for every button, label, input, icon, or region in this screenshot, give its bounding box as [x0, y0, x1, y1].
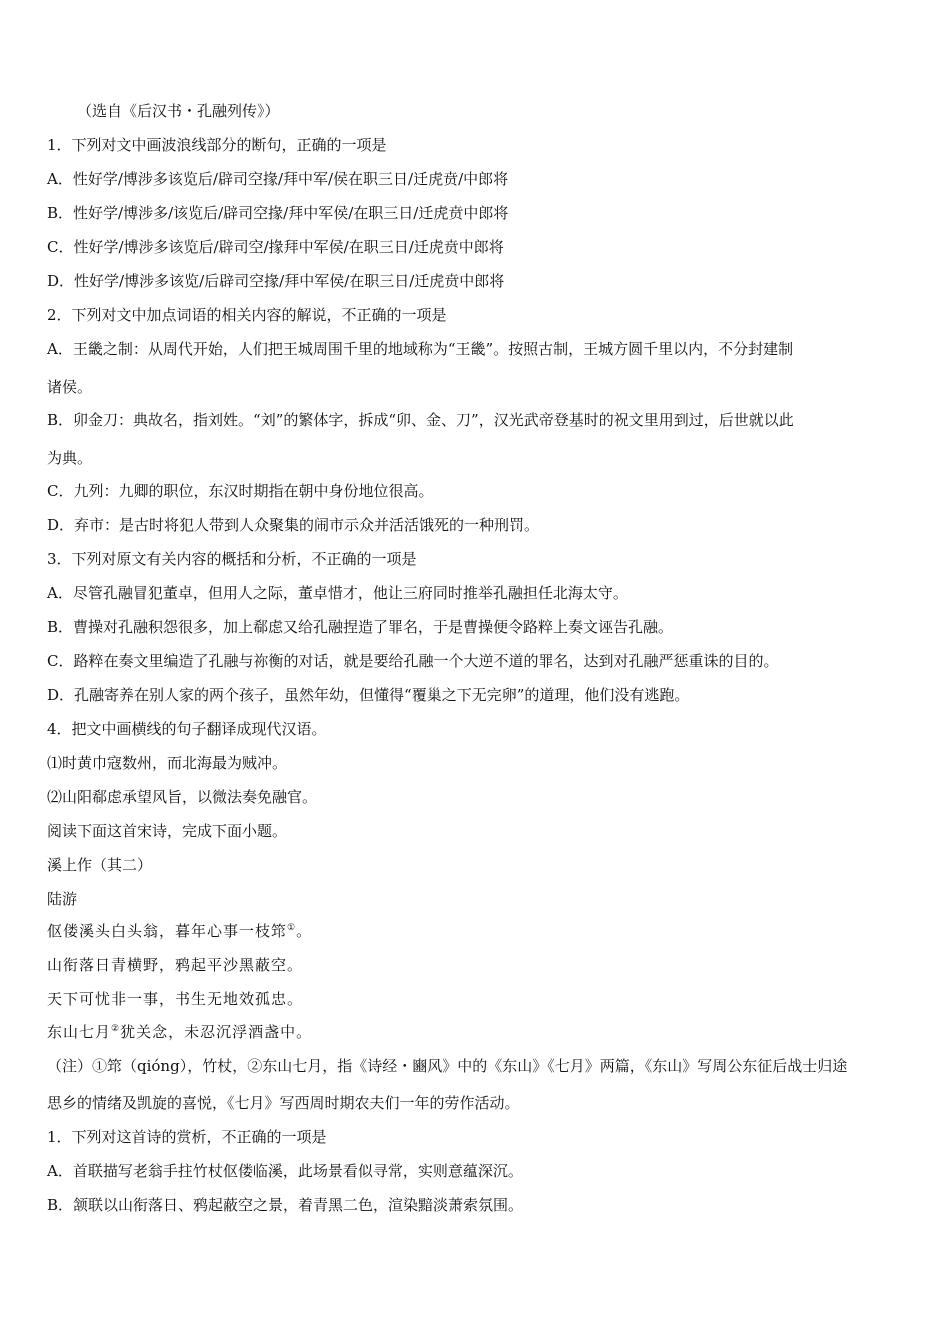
pq1-option-b: B．颔联以山衔落日、鸦起蔽空之景，着青黑二色，渲染黯淡萧索氛围。 [47, 1196, 524, 1214]
q4-sentence-2: ⑵山阳郗虑承望风旨，以微法奏免融官。 [47, 788, 318, 806]
poem-line-4-end: 犹关念，未忍沉浮酒盏中。 [120, 1023, 313, 1041]
q2-option-b: B．卯金刀：典故名，指刘姓。“刘”的繁体字，拆成“卯、金、刀”，汉光武帝登基时的祝文里用到过，后世就以此 [47, 411, 794, 429]
poem-intro: 阅读下面这首宋诗，完成下面小题。 [47, 822, 288, 840]
q1-stem: 1．下列对文中画波浪线部分的断句，正确的一项是 [47, 136, 387, 154]
q2-stem: 2．下列对文中加点词语的相关内容的解说，不正确的一项是 [47, 306, 447, 324]
poem-line-4 [47, 1022, 312, 1042]
q1-option-a: A．性好学/博涉多该览后/辟司空掾/拜中军/侯在职三日/迁虎贲/中郎将 [47, 170, 509, 188]
poem-line-1 [47, 921, 312, 941]
poem-line-3: 天下可忧非一事，书生无地效孤忠。 [47, 990, 304, 1008]
q4-sentence-1: ⑴时黄巾寇数州，而北海最为贼冲。 [47, 754, 288, 772]
poem-note-cont: 思乡的情绪及凯旋的喜悦，《七月》写西周时期农夫们一年的劳作活动。 [47, 1094, 520, 1112]
poem-author: 陆游 [47, 890, 78, 908]
poem-title: 溪上作（其二） [47, 856, 153, 874]
pq1-stem: 1．下列对这首诗的赏析，不正确的一项是 [47, 1128, 327, 1146]
q3-option-d: D．孔融寄养在别人家的两个孩子，虽然年幼，但懂得“覆巢之下无完卵”的道理，他们没有逃跑。 [47, 686, 690, 704]
q2-option-a: A．王畿之制：从周代开始，人们把王城周围千里的地域称为“王畿”。按照古制，王城方圆千里以内，不分封建制 [47, 340, 794, 358]
footnote-mark-1: ① [287, 923, 297, 933]
q2-option-a-cont: 诸侯。 [47, 378, 93, 396]
q2-option-b-cont: 为典。 [47, 449, 93, 467]
pq1-option-a: A．首联描写老翁手拄竹杖伛偻临溪，此场景看似寻常，实则意蕴深沉。 [47, 1162, 523, 1180]
poem-line-1-end: 。 [296, 922, 313, 940]
footnote-mark-2: ② [111, 1024, 121, 1034]
q2-option-d: D．弃市：是古时将犯人带到人众聚集的闹市示众并活活饿死的一种刑罚。 [47, 516, 540, 534]
q4-stem: 4．把文中画横线的句子翻译成现代汉语。 [47, 720, 327, 738]
q1-option-c: C．性好学/博涉多该览后/辟司空/掾拜中军侯/在职三日/迁虎贲中郎将 [47, 238, 504, 256]
q2-option-c: C．九列：九卿的职位，东汉时期指在朝中身份地位很高。 [47, 482, 434, 500]
poem-note: （注）①筇（qióng），竹杖，②东山七月，指《诗经・豳风》中的《东山》《七月》两篇，《东山》写周公东征后战士归途 [47, 1057, 848, 1075]
q1-option-d: D．性好学/博涉多该览/后辟司空掾/拜中军侯/在职三日/迁虎贲中郎将 [47, 272, 505, 290]
q3-option-a: A．尽管孔融冒犯董卓，但用人之际，董卓惜才，他让三府同时推举孔融担任北海太守。 [47, 584, 628, 602]
q1-option-b: B．性好学/博涉多/该览后/辟司空掾/拜中军侯/在职三日/迁虎贲中郎将 [47, 204, 509, 222]
poem-line-1-text: 伛偻溪头白头翁，暮年心事一枝筇 [47, 922, 288, 940]
poem-line-4-start: 东山七月 [47, 1023, 112, 1041]
q3-stem: 3．下列对原文有关内容的概括和分析，不正确的一项是 [47, 550, 417, 568]
source-citation: （选自《后汉书・孔融列传》） [77, 102, 280, 120]
q3-option-b: B．曹操对孔融积怨很多，加上郗虑又给孔融捏造了罪名，于是曹操便令路粹上奏文诬告孔融。 [47, 618, 674, 636]
q3-option-c: C．路粹在奏文里编造了孔融与祢衡的对话，就是要给孔融一个大逆不道的罪名，达到对孔融严惩重诛的目的。 [47, 652, 779, 670]
poem-line-2: 山衔落日青横野，鸦起平沙黑蔽空。 [47, 956, 304, 974]
